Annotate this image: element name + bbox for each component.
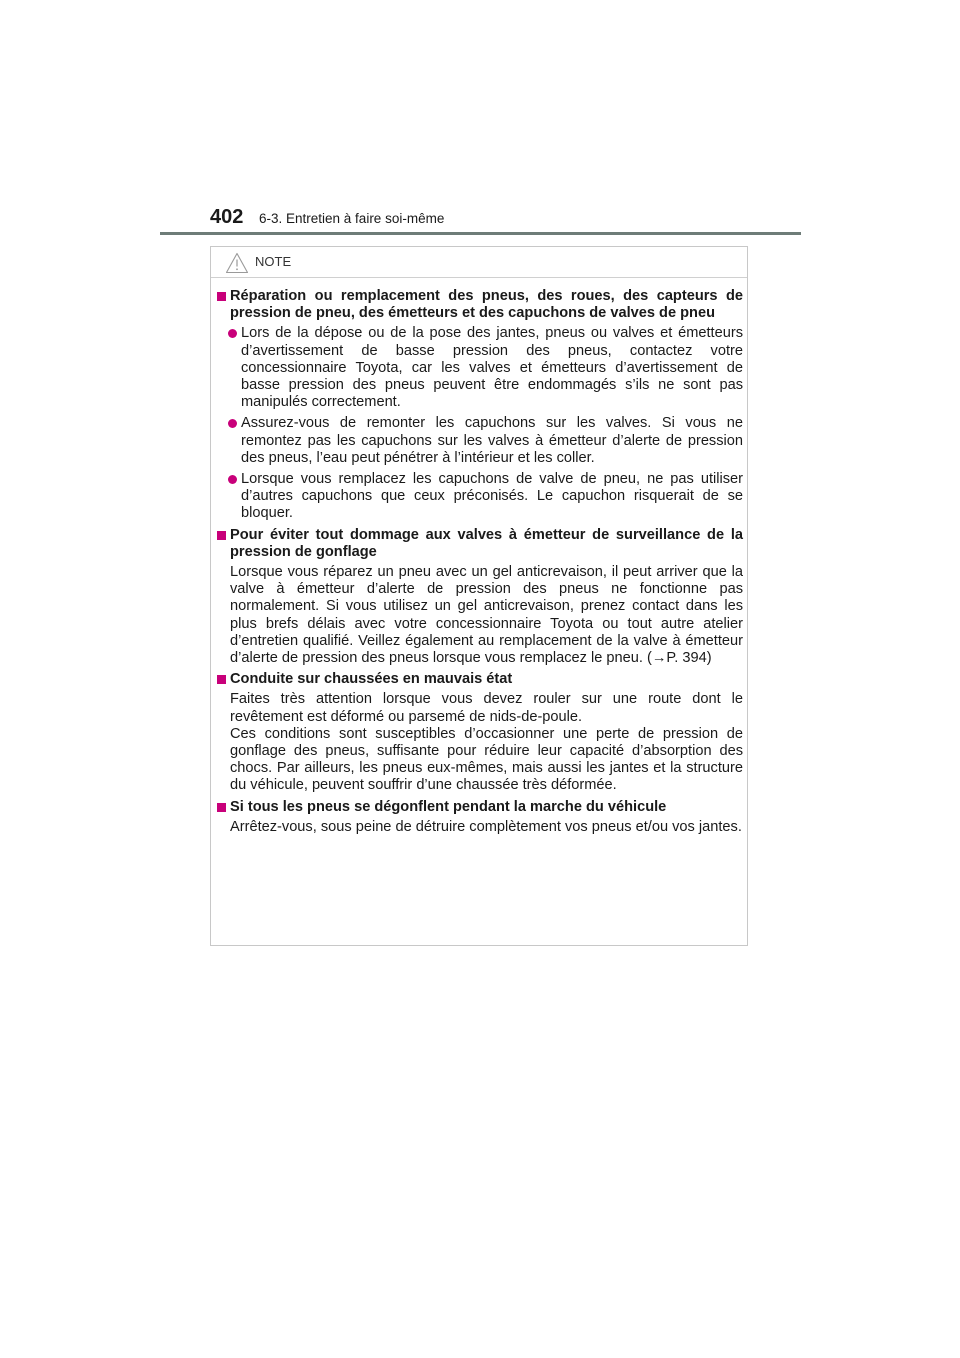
dot-bullet-icon <box>228 329 237 338</box>
square-bullet-icon <box>217 531 226 540</box>
section-body: Ces conditions sont susceptibles d’occasionner une perte de pression de gonflage des pneus, suffisante pour réduire leur capacité d’absorption des chocs. Par ailleurs, les pneus eux-mêmes, mais aussi les jantes et la structure du véhicule, peuvent souffrir d’une chaussée très déformée. <box>230 725 743 794</box>
square-bullet-icon <box>217 675 226 684</box>
list-item: Assurez-vous de remonter les capuchons sur les valves. Si vous ne remontez pas les capuchons sur les valves à émetteur d’alerte de pression des pneus, l’eau peut pénétrer à l’intérieur et les coller. <box>217 415 743 467</box>
section-heading: Conduite sur chaussées en mauvais état <box>217 671 743 688</box>
warning-icon <box>225 252 249 274</box>
section-body: Lorsque vous réparez un pneu avec un gel anticrevaison, il peut arriver que la valve à émetteur d’alerte de pression des pneus ne fonctionne pas normalement. Si vous utilisez un gel anticrevaison, prenez contact dans les plus brefs délais avec votre concessionnaire Toyota ou tout autre atelier d’entretien qualifié. Veillez également au remplacement de la valve à émetteur d’alerte de pression des pneus lorsque vous remplacez le pneu. (→P. 394) <box>230 564 743 667</box>
section-body: Faites très attention lorsque vous devez rouler sur une route dont le revêtement est déformé ou parsemé de nids-de-poule. <box>230 691 743 725</box>
page-header <box>210 205 800 229</box>
section-heading: Réparation ou remplacement des pneus, des roues, des capteurs de pression de pneu, des émetteurs et des capuchons de valves de pneu <box>217 288 743 322</box>
square-bullet-icon <box>217 803 226 812</box>
section-heading: Pour éviter tout dommage aux valves à émetteur de surveillance de la pression de gonflage <box>217 527 743 561</box>
section-body: Arrêtez-vous, sous peine de détruire complètement vos pneus et/ou vos jantes. <box>230 818 742 835</box>
note-content <box>217 288 743 840</box>
note-label: NOTE <box>255 254 292 269</box>
section-title: 6-3. Entretien à faire soi-même <box>259 211 445 226</box>
note-header <box>211 247 747 278</box>
list-item: Lorsque vous remplacez les capuchons de valve de pneu, ne pas utiliser d’autres capuchons que ceux préconisés. Le capuchon risquerait de se bloquer. <box>217 471 743 523</box>
page-number: 402 <box>210 206 244 228</box>
header-rule <box>160 232 801 235</box>
note-box <box>210 246 748 946</box>
section-heading: Si tous les pneus se dégonflent pendant la marche du véhicule <box>217 799 743 816</box>
dot-bullet-icon <box>228 419 237 428</box>
list-item: Lors de la dépose ou de la pose des jantes, pneus ou valves et émetteurs d’avertissement de basse pression des pneus, contactez votre concessionnaire Toyota, car les valves et émetteurs d’avertissement de basse pression des pneus peuvent être endommagés s’ils ne sont pas manipulés correctement. <box>217 325 743 411</box>
dot-bullet-icon <box>228 475 237 484</box>
square-bullet-icon <box>217 292 226 301</box>
